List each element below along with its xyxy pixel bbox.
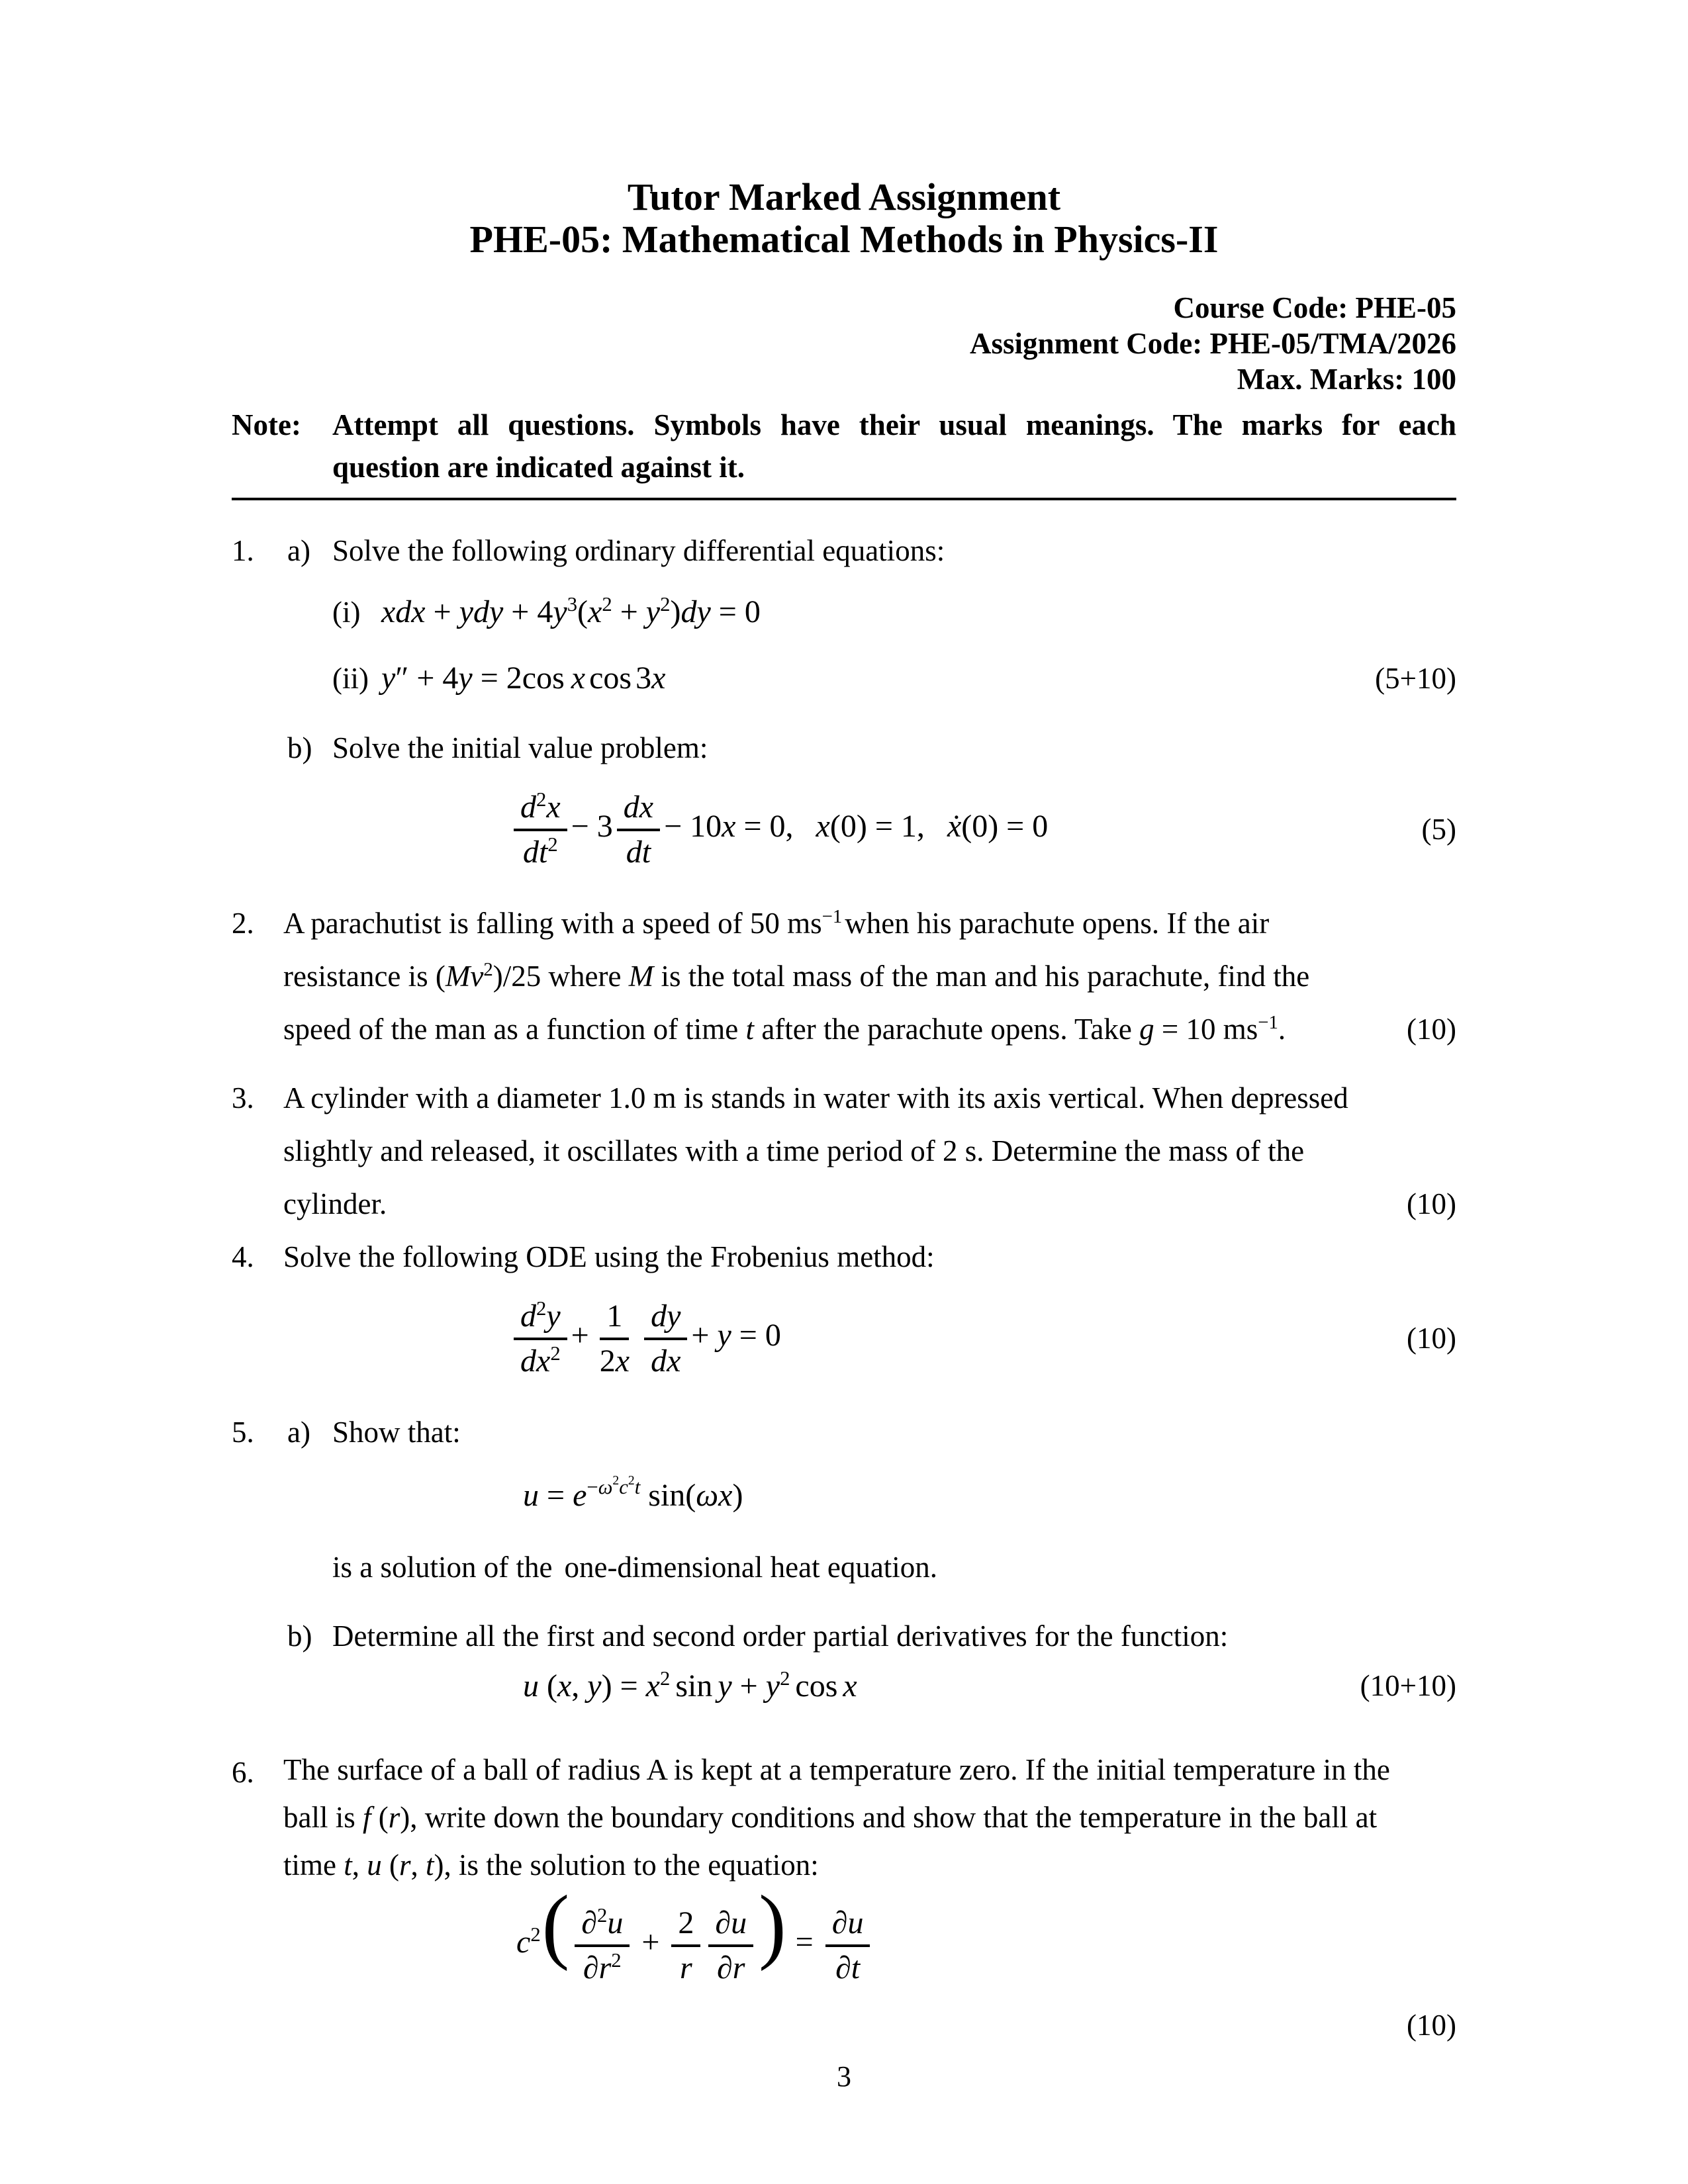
marks-badge: (10) xyxy=(1407,1321,1456,1355)
marks-badge: (5+10) xyxy=(1375,661,1456,695)
question-text: The surface of a ball of radius A is kept at a temperature zero. If the initial temperature in the ball is f (r), write down the boundary conditions and show that the temperature in the ball at time t, u (r, t), is the solution to the equation: xyxy=(283,1753,1390,1882)
equation-1b xyxy=(232,774,1456,884)
question-text: Solve the following ordinary differential equations: xyxy=(332,534,945,567)
question-5a xyxy=(232,1406,1456,1459)
equation-label: (ii) xyxy=(332,661,369,695)
part-label: a) xyxy=(287,1416,310,1449)
assignment-code: Assignment Code: PHE-05/TMA/2026 xyxy=(970,327,1456,360)
marks-badge: (5) xyxy=(1421,812,1456,846)
note-label: Note: xyxy=(232,408,301,441)
page-title: Tutor Marked Assignment xyxy=(627,175,1061,218)
equation-label: (i) xyxy=(332,595,361,629)
equation: u = e−ω2c2t sin(ωx) xyxy=(523,1473,743,1513)
note-text-line2: question are indicated against it. xyxy=(332,451,745,484)
question-5b xyxy=(232,1610,1456,1662)
question-text: Solve the initial value problem: xyxy=(332,731,708,764)
horizontal-rule xyxy=(232,498,1456,500)
question-number: 2. xyxy=(232,907,254,940)
question-3 xyxy=(232,1071,1456,1230)
part-label: a) xyxy=(287,534,310,567)
part-label: b) xyxy=(287,731,312,764)
marks-line xyxy=(232,2005,1456,2045)
question-number: 6. xyxy=(232,1756,254,1789)
marks-badge: (10) xyxy=(1407,1187,1456,1220)
page-subtitle: PHE-05: Mathematical Methods in Physics-II xyxy=(469,218,1219,261)
equation-6 xyxy=(232,1878,1456,2001)
max-marks: Max. Marks: 100 xyxy=(1237,363,1456,396)
question-text: Show that: xyxy=(332,1416,461,1449)
course-code: Course Code: PHE-05 xyxy=(1173,291,1456,324)
marks-badge: (10+10) xyxy=(1360,1669,1456,1702)
note-block xyxy=(232,404,1456,488)
question-2 xyxy=(232,897,1456,1056)
equation: u (x, y) = x2 sin y + y2 cos x xyxy=(523,1666,857,1704)
question-number: 4. xyxy=(232,1240,254,1273)
equation-4 xyxy=(232,1283,1456,1392)
code-block xyxy=(232,290,1456,397)
equation: $\frac{d2y}{dx2}$ + $\frac{1}{2x}$ $\frac{dy}{dx}$ + y = 0 xyxy=(510,1297,781,1379)
equation-5a xyxy=(232,1459,1456,1531)
question-number: 3. xyxy=(232,1081,254,1115)
title-block xyxy=(232,176,1456,261)
question-6 xyxy=(232,1746,1456,1889)
page-number: 3 xyxy=(837,2060,851,2093)
question-text: A parachutist is falling with a speed of 50 ms−1when his parachute opens. If the air resistance is (Mv2)/25 where M is the total mass of the man and his parachute, find the speed of the man as a function of time t after the parachute opens. Take g = 10 ms−1. xyxy=(283,906,1310,1046)
question-text: Solve the following ODE using the Frobenius method: xyxy=(283,1240,935,1273)
equation: c2( $\frac{\partial 2u}{\partial r2}$ + $\frac{2}{r}$ $\frac{\partial u}{\partial r}$ ) = $\frac{\partial u}{\partial t}$ xyxy=(516,1904,874,1986)
question-text: Determine all the first and second order partial derivatives for the function: xyxy=(332,1619,1229,1653)
marks-badge: (10) xyxy=(1407,2009,1456,2042)
question-text: is a solution of the one-dimensional heat equation. xyxy=(332,1551,938,1584)
question-1a xyxy=(232,524,1456,577)
question-5a-closing xyxy=(232,1541,1456,1594)
note-text-line1: Attempt all questions. Symbols have their usual meanings. The marks for each xyxy=(332,408,1456,441)
question-1b xyxy=(232,721,1456,774)
equation: $\frac{d2x}{dt2}$ − 3 $\frac{dx}{dt}$ − 10x = 0, x(0) = 1, ẋ(0) = 0 xyxy=(510,788,1048,870)
part-label: b) xyxy=(287,1619,312,1653)
question-4 xyxy=(232,1230,1456,1283)
equation-1a-i xyxy=(232,577,1456,647)
marks-badge: (10) xyxy=(1407,1013,1456,1046)
question-number: 5. xyxy=(232,1416,254,1449)
equation: y″ + 4y = 2cos x cos 3x xyxy=(381,660,666,696)
question-number: 1. xyxy=(232,534,254,567)
equation: xdx + ydy + 4y3(x2 + y2)dy = 0 xyxy=(381,593,761,629)
equation-1a-ii xyxy=(232,647,1456,709)
question-text: A cylinder with a diameter 1.0 m is stands in water with its axis vertical. When depressed slightly and released, it oscillates with a time period of 2 s. Determine the mass of the cylinder. xyxy=(283,1081,1348,1220)
equation-5b xyxy=(232,1662,1456,1709)
